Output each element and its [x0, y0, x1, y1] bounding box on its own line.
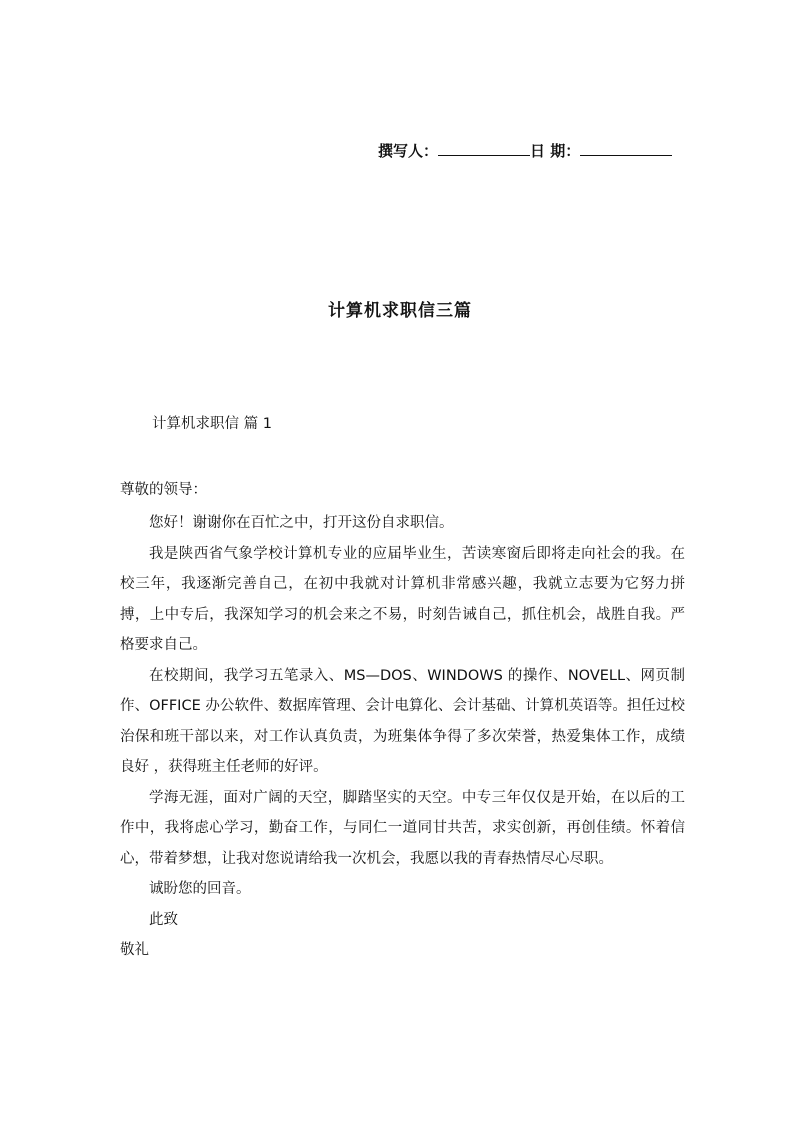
salutation: 尊敬的领导：	[120, 482, 207, 498]
document-title: 计算机求职信三篇	[328, 301, 472, 321]
salute-line: 敬礼	[120, 942, 149, 958]
paragraph-greeting: 您好！谢谢你在百忙之中，打开这份自求职信。	[149, 515, 454, 531]
author-date-line	[378, 139, 672, 162]
letter-subtitle: 计算机求职信 篇 1	[152, 416, 272, 432]
paragraph-future: 学海无涯，面对广阔的天空，脚踏坚实的天空。中专三年仅仅是开始，在以后的工作中，我将虑心学习，勤奋工作，与同仁一道同甘共苦，求实创新，再创佳绩。怀着信心，带着梦想，让我对您说请给我一次机会，我愿以我的青春热情尽心尽职。	[120, 789, 685, 867]
closing-line: 诚盼您的回音。	[149, 881, 251, 897]
date-label: 日 期：	[530, 142, 581, 160]
author-blank	[438, 139, 530, 156]
date-blank	[580, 139, 672, 156]
paragraph-intro: 我是陕西省气象学校计算机专业的应届毕业生，苦读寒窗后即将走向社会的我。在校三年，我逐渐完善自己，在初中我就对计算机非常感兴趣，我就立志要为它努力拼搏，上中专后，我深知学习的机会来之不易，时刻告诫自己，抓住机会，战胜自我。严格要求自己。	[120, 545, 685, 653]
letter-body	[120, 508, 685, 966]
paragraph-school: 在校期间，我学习五笔录入、MS—DOS、WINDOWS 的操作、NOVELL、网页制作、OFFICE 办公软件、数据库管理、会计电算化、会计基础、计算机英语等。担任过校治保和班干部以来，对工作认真负责，为班集体争得了多次荣誉，热爱集体工作，成绩良好 ，获得班主任老师的好评。	[120, 667, 685, 775]
author-label: 撰写人：	[378, 142, 439, 160]
regards-line: 此致	[149, 911, 178, 928]
